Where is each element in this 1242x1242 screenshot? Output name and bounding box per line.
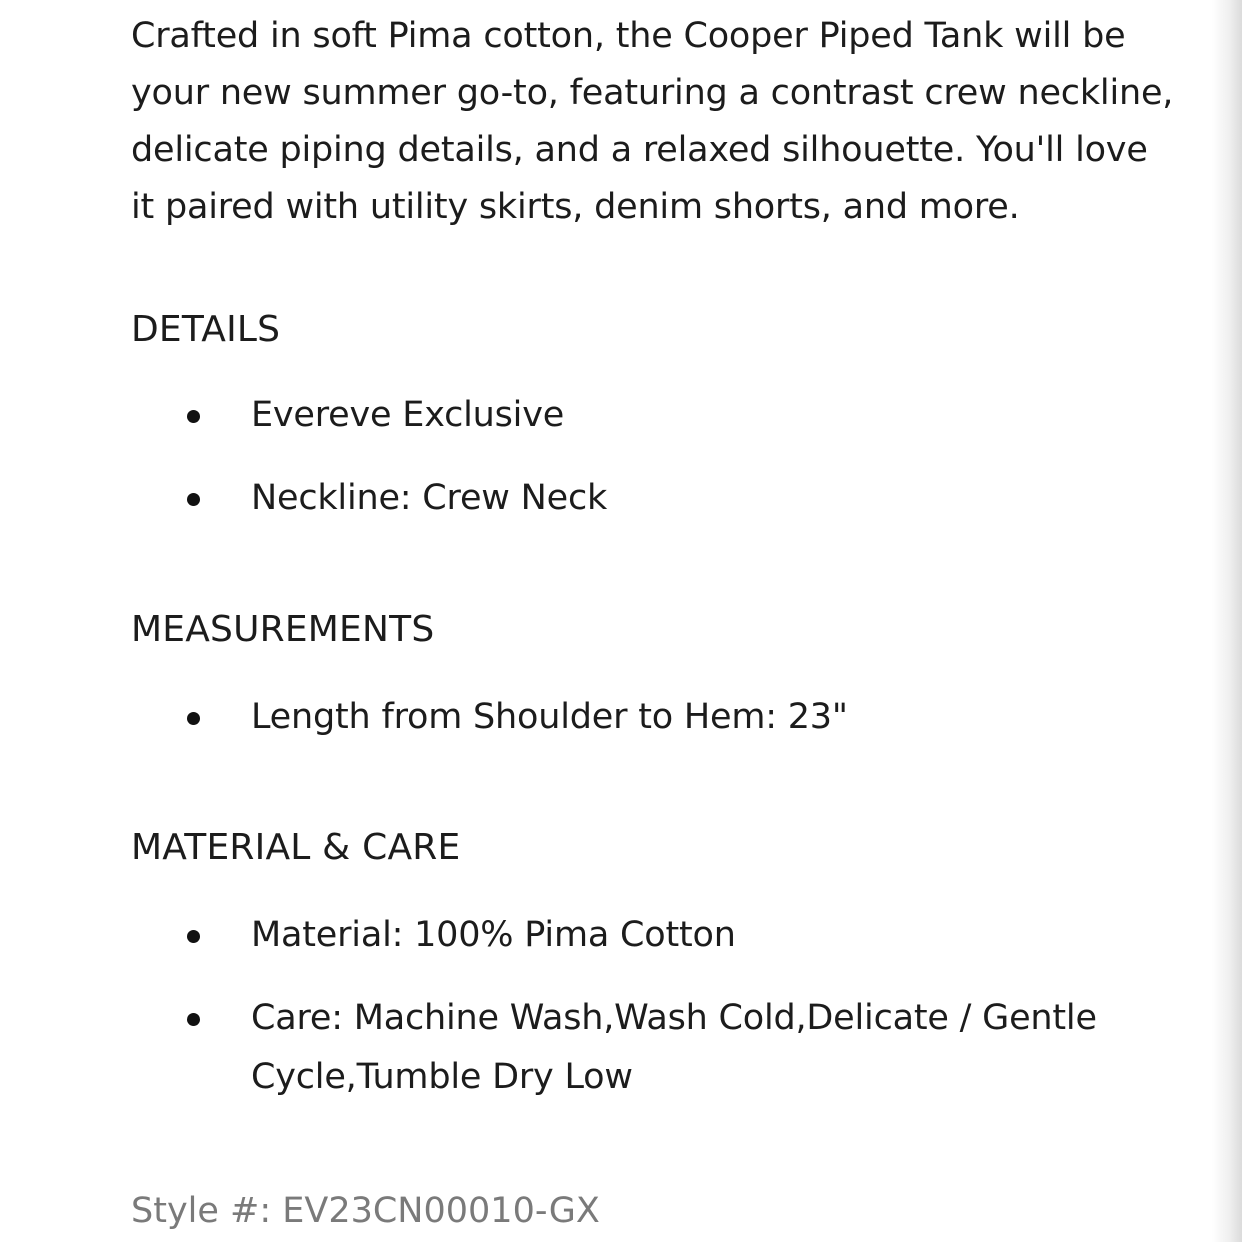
material-care-list [131, 906, 1176, 1107]
list-item [131, 386, 1176, 445]
scroll-edge-shadow [1212, 0, 1242, 1242]
bullet-icon [187, 410, 200, 423]
style-number: Style #: EV23CN00010-GX [131, 1191, 600, 1231]
material-care-heading: MATERIAL & CARE [131, 827, 461, 868]
bullet-icon [187, 712, 200, 725]
bullet-icon [187, 930, 200, 943]
details-item-label: Evereve Exclusive [251, 395, 565, 435]
list-item [131, 989, 1176, 1107]
bullet-icon [187, 493, 200, 506]
list-item [131, 688, 1176, 747]
material-care-item-label: Material: 100% Pima Cotton [251, 915, 736, 955]
bullet-icon [187, 1013, 200, 1026]
material-care-item-label: Care: Machine Wash,Wash Cold,Delicate / Gentle Cycle,Tumble Dry Low [251, 998, 1097, 1097]
measurements-list [131, 688, 1176, 747]
measurements-item-label: Length from Shoulder to Hem: 23" [251, 697, 848, 737]
details-item-label: Neckline: Crew Neck [251, 478, 608, 518]
details-heading: DETAILS [131, 309, 281, 350]
details-list [131, 386, 1176, 528]
list-item [131, 469, 1176, 528]
measurements-heading: MEASUREMENTS [131, 609, 435, 650]
product-description: Crafted in soft Pima cotton, the Cooper Piped Tank will be your new summer go-to, featuring a contrast crew neckline, delicate piping details, and a relaxed silhouette. You'll love it paired with utility skirts, denim shorts, and more. [131, 16, 1174, 227]
list-item [131, 906, 1176, 965]
